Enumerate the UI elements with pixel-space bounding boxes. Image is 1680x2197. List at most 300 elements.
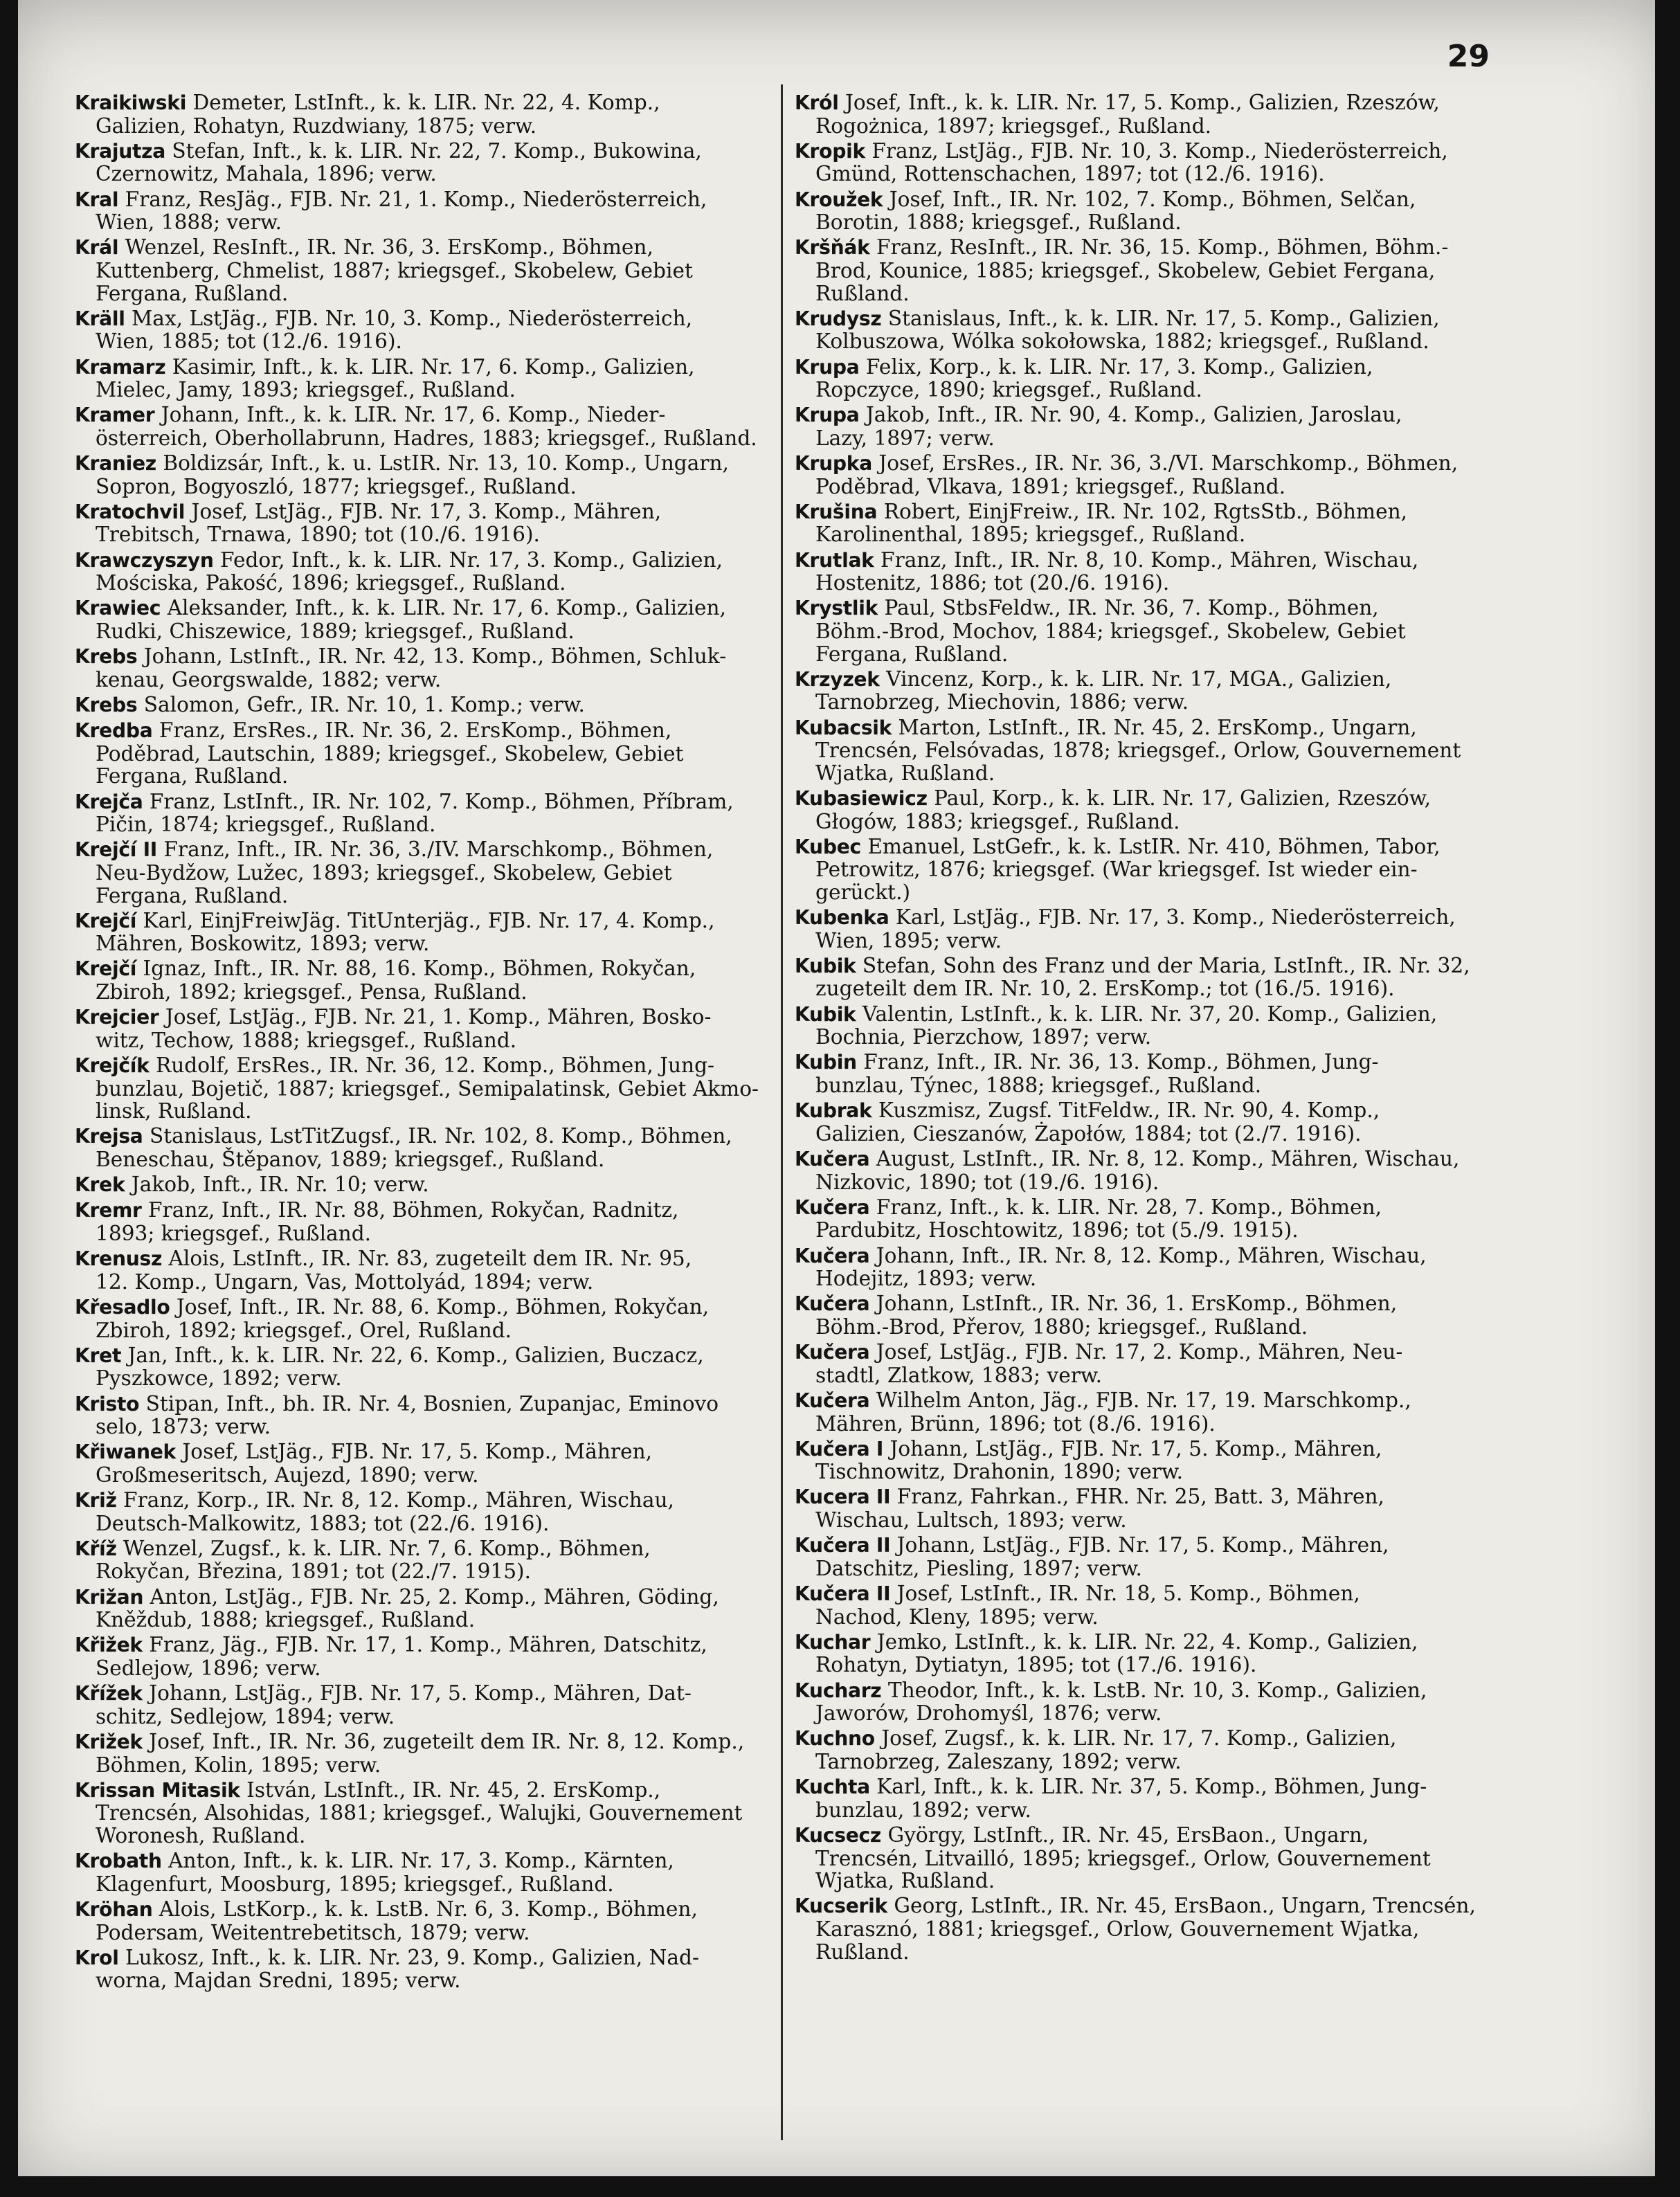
entry-continuation-line: Galizien, Rohatyn, Ruzdwiany, 1875; verw. [96, 114, 537, 138]
entry-surname: Krušina [795, 500, 878, 523]
entry-first-line [75, 140, 770, 163]
entry-continuation-line: Mähren, Brünn, 1896; tot (8./6. 1916). [815, 1411, 1216, 1436]
entry-continuation-line: österreich, Oberhollabrunn, Hadres, 1883; kriegsgef., Rußland. [96, 426, 757, 450]
entry-surname: Kramarz [75, 355, 166, 379]
entry-continuation-line: Trencsén, Litvailló, 1895; kriegsgef., Orlow, Gouvernement [815, 1846, 1431, 1870]
entry-continuation-line: Karolinenthal, 1895; kriegsgef., Rußland. [815, 523, 1246, 547]
list-entry [75, 645, 770, 691]
entry-first-line [795, 955, 1490, 978]
entry-first-line [795, 1775, 1490, 1799]
list-entry [75, 1173, 770, 1197]
entry-first-line [795, 1389, 1490, 1413]
list-entry [795, 1534, 1490, 1580]
entry-details: Stipan, Inft., bh. IR. Nr. 4, Bosnien, Zupanjac, Eminovo [139, 1391, 719, 1416]
entry-details: Anton, LstJäg., FJB. Nr. 25, 2. Komp., Mähren, Göding, [143, 1584, 719, 1609]
entry-surname: Kubik [795, 954, 856, 977]
entry-details: Karl, Inft., k. k. LIR. Nr. 37, 5. Komp., Böhmen, Jung- [869, 1775, 1427, 1799]
entry-first-line [795, 1438, 1490, 1461]
entry-first-line [795, 307, 1490, 331]
entry-details: Johann, LstInft., IR. Nr. 36, 1. ErsKomp., Böhmen, [869, 1292, 1398, 1316]
entry-details: Josef, Inft., IR. Nr. 102, 7. Komp., Böhmen, Selčan, [883, 187, 1416, 211]
list-entry [75, 404, 770, 449]
entry-continuation-line: Ropczyce, 1890; kriegsgef., Rußland. [815, 378, 1202, 402]
entry-details: Karl, EinjFreiwJäg. TitUnterjäg., FJB. Nr. 17, 4. Komp., [136, 908, 715, 932]
entry-surname: Kräll [75, 307, 125, 330]
list-entry [795, 404, 1490, 449]
list-entry [75, 1779, 770, 1847]
entry-continuation-line: Tarnobrzeg, Zaleszany, 1892; verw. [815, 1749, 1182, 1773]
entry-continuation-line: Böhmen, Kolin, 1895; verw. [96, 1753, 381, 1777]
entry-continuation-line: Böhm.-Brod, Přerov, 1880; kriegsgef., Rußland. [815, 1314, 1308, 1339]
entry-first-line [795, 452, 1490, 476]
entry-continuation-line: Kuttenberg, Chmelist, 1887; kriegsgef., Skobelew, Gebiet [96, 258, 693, 282]
entry-details: Franz, Inft., IR. Nr. 36, 3./IV. Marschkomp., Böhmen, [156, 838, 714, 862]
entry-first-line [75, 1440, 770, 1464]
entry-continuation-line: Tarnobrzeg, Miechovin, 1886; verw. [815, 690, 1189, 714]
entry-first-line [795, 1196, 1490, 1220]
list-entry [75, 1440, 770, 1486]
entry-continuation-line: bunzlau, Bojetič, 1887; kriegsgef., Semipalatinsk, Gebiet Akmo- [96, 1076, 759, 1101]
list-entry [75, 1586, 770, 1631]
entry-details: Stefan, Inft., k. k. LIR. Nr. 22, 7. Komp., Bukowina, [165, 138, 702, 163]
entry-surname: Krejčí II [75, 838, 157, 862]
list-entry [75, 1054, 770, 1123]
entry-continuation-line: Wischau, Lultsch, 1893; verw. [815, 1508, 1127, 1533]
entry-continuation-line: Nizkovic, 1890; tot (19./6. 1916). [815, 1170, 1159, 1194]
entry-continuation-line: Wjatka, Rußland. [815, 761, 995, 785]
list-entry [75, 500, 770, 546]
entry-details: Josef, Zugsf., k. k. LIR. Nr. 17, 7. Komp., Galizien, [874, 1726, 1397, 1751]
entry-continuation-line: bunzlau, 1892; verw. [815, 1798, 1031, 1822]
entry-surname: Kříž [75, 1537, 117, 1560]
list-entry [795, 1438, 1490, 1483]
entry-details: Franz, Inft., IR. Nr. 8, 10. Komp., Mähren, Wischau, [874, 548, 1419, 572]
list-entry [75, 1537, 770, 1583]
entry-continuation-line: Kněždub, 1888; kriegsgef., Rußland. [96, 1608, 476, 1632]
entry-details: Jemko, LstInft., k. k. LIR. Nr. 22, 4. Komp., Galizien, [870, 1629, 1418, 1654]
entry-details: Alois, LstKorp., k. k. LstB. Nr. 6, 3. Komp., Böhmen, [152, 1897, 698, 1921]
list-entry [795, 835, 1490, 904]
entry-continuation-line: Trebitsch, Trnawa, 1890; tot (10./6. 1916). [96, 523, 540, 547]
entry-details: Stanislaus, LstTitZugsf., IR. Nr. 102, 8. Komp., Böhmen, [143, 1124, 732, 1148]
entry-details: Stanislaus, Inft., k. k. LIR. Nr. 17, 5. Komp., Galizien, [881, 306, 1440, 330]
entry-continuation-line: Kolbuszowa, Wólka sokołowska, 1882; kriegsgef., Rußland. [815, 329, 1429, 354]
entry-details: István, LstInft., IR. Nr. 45, 2. ErsKomp., [240, 1778, 661, 1802]
entry-first-line [75, 1537, 770, 1561]
list-entry [75, 356, 770, 401]
list-entry [75, 236, 770, 305]
entry-surname: Krzyzek [795, 667, 880, 691]
entry-details: Georg, LstInft., IR. Nr. 45, ErsBaon., Ungarn, Trencsén, [887, 1894, 1476, 1918]
list-entry [75, 452, 770, 498]
entry-first-line [795, 716, 1490, 740]
entry-surname: Kučera [795, 1292, 870, 1316]
entry-first-line [795, 1148, 1490, 1171]
entry-continuation-line: Rokyčan, Březina, 1891; tot (22./7. 1915). [96, 1559, 532, 1584]
list-entry [75, 1344, 770, 1390]
entry-details: Paul, StbsFeldw., IR. Nr. 36, 7. Komp., Böhmen, [878, 596, 1379, 620]
list-entry [75, 1393, 770, 1438]
entry-surname: Krudysz [795, 307, 882, 330]
entry-first-line [795, 1003, 1490, 1027]
entry-first-line [795, 1895, 1490, 1918]
entry-details: Franz, LstJäg., FJB. Nr. 10, 3. Komp., Niederösterreich, [865, 138, 1448, 163]
entry-first-line [75, 1393, 770, 1416]
entry-surname: Krejča [75, 790, 143, 813]
entry-continuation-line: Datschitz, Piesling, 1897; verw. [815, 1556, 1142, 1580]
column-divider [781, 84, 783, 2140]
entry-continuation-line: Wien, 1885; tot (12./6. 1916). [96, 329, 402, 354]
entry-first-line [795, 1727, 1490, 1751]
entry-details: Wenzel, ResInft., IR. Nr. 36, 3. ErsKomp., Böhmen, [118, 235, 653, 260]
entry-first-line [75, 1054, 770, 1078]
entry-surname: Kubasiewicz [795, 786, 928, 810]
entry-first-line [75, 1634, 770, 1657]
entry-surname: Kučera [795, 1389, 870, 1412]
entry-surname: Krawiec [75, 597, 161, 620]
entry-continuation-line: linsk, Rußland. [96, 1099, 252, 1123]
entry-surname: Kuchar [795, 1630, 871, 1654]
entry-continuation-line: Neu-Bydžow, Lužec, 1893; kriegsgef., Skobelew, Gebiet [96, 860, 672, 885]
entry-continuation-line: Pyszkowce, 1892; verw. [96, 1366, 342, 1391]
entry-continuation-line: Tischnowitz, Drahonin, 1890; verw. [815, 1460, 1184, 1484]
list-entry [795, 549, 1490, 595]
entry-first-line [75, 1730, 770, 1754]
entry-first-line [795, 140, 1490, 163]
entry-first-line [795, 1679, 1490, 1703]
entry-first-line [795, 549, 1490, 572]
entry-continuation-line: Rudki, Chiszewice, 1889; kriegsgef., Rußland. [96, 620, 575, 643]
entry-surname: Kredba [75, 719, 153, 743]
entry-details: Salomon, Gefr., IR. Nr. 10, 1. Komp.; verw. [137, 692, 585, 716]
list-entry [75, 790, 770, 836]
entry-continuation-line: Poděbrad, Lautschin, 1889; kriegsgef., Skobelew, Gebiet [96, 741, 684, 766]
entry-surname: Kubacsik [795, 716, 892, 739]
entry-continuation-line: Gmünd, Rottenschachen, 1897; tot (12./6. 1916). [815, 162, 1325, 186]
page-number: 29 [1447, 39, 1490, 74]
entry-surname: Kremr [75, 1199, 142, 1222]
entry-details: Jan, Inft., k. k. LIR. Nr. 22, 6. Komp., Galizien, Buczacz, [121, 1343, 704, 1367]
entry-surname: Křesadlo [75, 1295, 170, 1319]
entry-details: Josef, LstJäg., FJB. Nr. 17, 2. Komp., Mähren, Neu- [869, 1340, 1403, 1364]
entry-first-line [795, 1582, 1490, 1606]
list-entry [795, 452, 1490, 498]
entry-continuation-line: witz, Techow, 1888; kriegsgef., Rußland. [96, 1028, 517, 1052]
list-entry [795, 91, 1490, 137]
entry-surname: Kroužek [795, 188, 883, 211]
entry-surname: Kubenka [795, 906, 889, 930]
entry-surname: Křiwanek [75, 1440, 176, 1464]
entry-surname: Kral [75, 188, 119, 211]
entry-continuation-line: selo, 1873; verw. [96, 1415, 271, 1439]
list-entry [75, 1247, 770, 1293]
entry-first-line [795, 1534, 1490, 1557]
entry-details: Alois, LstInft., IR. Nr. 83, zugeteilt dem IR. Nr. 95, [162, 1247, 692, 1271]
entry-surname: Krutlak [795, 548, 874, 572]
entry-continuation-line: Zbiroh, 1892; kriegsgef., Pensa, Rußland. [96, 980, 527, 1004]
list-entry [795, 500, 1490, 546]
entry-surname: Kučera [795, 1341, 870, 1364]
entry-surname: Krek [75, 1173, 125, 1197]
entry-details: August, LstInft., IR. Nr. 8, 12. Komp., Mähren, Wischau, [869, 1147, 1460, 1170]
list-entry [75, 1682, 770, 1728]
entry-first-line [795, 668, 1490, 691]
entry-details: Rudolf, ErsRes., IR. Nr. 36, 12. Komp., Böhmen, Jung- [149, 1054, 715, 1078]
entry-details: Wenzel, Zugsf., k. k. LIR. Nr. 7, 6. Komp., Böhmen, [116, 1536, 651, 1560]
list-entry [795, 307, 1490, 353]
entry-first-line [75, 790, 770, 814]
entry-continuation-line: Rogożnica, 1897; kriegsgef., Rußland. [815, 114, 1212, 138]
entry-first-line [795, 1292, 1490, 1316]
entry-continuation-line: Brod, Kounice, 1885; kriegsgef., Skobelew, Gebiet Fergana, [815, 258, 1436, 282]
entry-details: Anton, Inft., k. k. LIR. Nr. 17, 3. Komp., Kärnten, [161, 1849, 674, 1873]
list-entry [795, 356, 1490, 401]
entry-first-line [75, 597, 770, 620]
entry-details: Wilhelm Anton, Jäg., FJB. Nr. 17, 19. Marschkomp., [869, 1388, 1411, 1412]
entry-details: Stefan, Sohn des Franz und der Maria, LstInft., IR. Nr. 32, [856, 953, 1470, 977]
list-entry [795, 1389, 1490, 1435]
entry-surname: Krebs [75, 645, 138, 669]
entry-first-line [795, 236, 1490, 260]
list-entry [795, 1099, 1490, 1145]
entry-surname: Kršňák [795, 236, 870, 260]
list-entry [795, 787, 1490, 833]
entry-first-line [795, 835, 1490, 859]
entry-first-line [75, 957, 770, 981]
entry-surname: Kuchno [795, 1727, 875, 1751]
entry-surname: Kraniez [75, 452, 156, 476]
entry-first-line [75, 236, 770, 260]
entry-details: Felix, Korp., k. k. LIR. Nr. 17, 3. Komp., Galizien, [859, 354, 1373, 379]
entry-continuation-line: Klagenfurt, Moosburg, 1895; kriegsgef., Rußland. [96, 1872, 614, 1896]
list-entry [795, 1582, 1490, 1628]
list-entry [795, 140, 1490, 186]
entry-details: Max, LstJäg., FJB. Nr. 10, 3. Komp., Niederösterreich, [125, 306, 693, 330]
list-entry [75, 1489, 770, 1535]
entry-first-line [75, 1173, 770, 1197]
entry-surname: Kucharz [795, 1679, 882, 1702]
entry-first-line [75, 188, 770, 212]
left-column [75, 91, 770, 2140]
entry-continuation-line: Bochnia, Pierzchow, 1897; verw. [815, 1025, 1152, 1049]
right-column [795, 91, 1490, 2140]
list-entry [75, 1006, 770, 1051]
entry-first-line [795, 1485, 1490, 1509]
entry-details: Johann, LstJäg., FJB. Nr. 17, 5. Komp., Mähren, [890, 1533, 1389, 1557]
list-entry [795, 1196, 1490, 1242]
list-entry [795, 1631, 1490, 1676]
entry-continuation-line: Petrowitz, 1876; kriegsgef. (War kriegsgef. Ist wieder ein- [815, 858, 1418, 882]
entry-surname: Król [795, 91, 839, 114]
entry-details: Franz, LstInft., IR. Nr. 102, 7. Komp., Böhmen, Příbram, [143, 789, 734, 813]
entry-surname: Kristo [75, 1392, 140, 1416]
entry-continuation-line: Fergana, Rußland. [96, 281, 289, 305]
entry-surname: Kramer [75, 404, 155, 427]
entry-surname: Křižek [75, 1634, 143, 1657]
entry-continuation-line: Galizien, Cieszanów, Żapołów, 1884; tot (2./7. 1916). [815, 1121, 1362, 1146]
entry-continuation-line: Fergana, Rußland. [96, 883, 289, 907]
entry-first-line [75, 452, 770, 476]
entry-continuation-line: kenau, Georgswalde, 1882; verw. [96, 667, 442, 691]
entry-continuation-line: Deutsch-Malkowitz, 1883; tot (22./6. 1916). [96, 1511, 550, 1535]
entry-surname: Križan [75, 1585, 144, 1609]
entry-first-line [795, 1631, 1490, 1654]
entry-first-line [75, 1199, 770, 1222]
entry-details: Johann, LstInft., IR. Nr. 42, 13. Komp., Böhmen, Schluk- [137, 644, 727, 669]
list-entry [795, 716, 1490, 785]
entry-first-line [75, 1779, 770, 1802]
entry-first-line [795, 1245, 1490, 1268]
entry-continuation-line: Mähren, Boskowitz, 1893; verw. [96, 932, 430, 956]
entry-continuation-line: bunzlau, Týnec, 1888; kriegsgef., Rußland. [815, 1074, 1262, 1098]
entry-continuation-line: Pardubitz, Hoschtowitz, 1896; tot (5./9. 1915). [815, 1218, 1299, 1242]
entry-surname: Krissan Mitasik [75, 1778, 240, 1802]
entry-continuation-line: Mielec, Jamy, 1893; kriegsgef., Rußland. [96, 378, 516, 402]
scan-border-right [1655, 0, 1680, 2197]
list-entry [75, 549, 770, 595]
entry-continuation-line: Fergana, Rußland. [815, 642, 1009, 666]
entry-surname: Kratochvil [75, 500, 186, 523]
entry-first-line [75, 500, 770, 524]
entry-continuation-line: stadtl, Zlatkow, 1883; verw. [815, 1363, 1103, 1387]
entry-first-line [75, 719, 770, 743]
entry-surname: Krejcier [75, 1006, 159, 1029]
entry-first-line [75, 1850, 770, 1873]
entry-continuation-line: Fergana, Rußland. [96, 764, 289, 788]
list-entry [795, 1824, 1490, 1892]
entry-continuation-line: Hostenitz, 1886; tot (20./6. 1916). [815, 571, 1170, 595]
entry-continuation-line: Borotin, 1888; kriegsgef., Rußland. [815, 210, 1182, 235]
entry-continuation-line: Trencsén, Alsohidas, 1881; kriegsgef., Walujki, Gouvernement [96, 1801, 743, 1825]
entry-first-line [75, 1898, 770, 1922]
entry-first-line [75, 91, 770, 115]
entry-surname: Krejčí [75, 957, 137, 981]
entry-continuation-line: Wjatka, Rußland. [815, 1869, 995, 1893]
entry-details: Aleksander, Inft., k. k. LIR. Nr. 17, 6. Komp., Galizien, [161, 596, 727, 620]
entry-surname: Král [75, 236, 119, 260]
entry-details: Josef, LstJäg., FJB. Nr. 17, 3. Komp., Mähren, [185, 499, 662, 523]
entry-continuation-line: Podersam, Weitentrebetitsch, 1879; verw. [96, 1920, 530, 1944]
entry-continuation-line: Zbiroh, 1892; kriegsgef., Orel, Rußland. [96, 1318, 512, 1342]
entry-continuation-line: Wien, 1895; verw. [815, 928, 1002, 952]
entry-surname: Krajutza [75, 139, 165, 163]
entry-surname: Krupa [795, 355, 860, 379]
entry-surname: Kucserik [795, 1895, 887, 1918]
list-entry [75, 1850, 770, 1895]
entry-first-line [75, 307, 770, 331]
list-entry [75, 957, 770, 1003]
entry-continuation-line: Beneschau, Štěpanov, 1889; kriegsgef., Rußland. [96, 1148, 605, 1171]
entry-first-line [75, 1296, 770, 1319]
entry-details: Josef, LstJäg., FJB. Nr. 17, 5. Komp., Mähren, [176, 1440, 653, 1464]
entry-surname: Kucera II [795, 1485, 891, 1509]
entry-first-line [75, 356, 770, 379]
list-entry [795, 236, 1490, 305]
entry-surname: Krobath [75, 1850, 162, 1873]
entry-continuation-line: Woronesh, Rußland. [96, 1823, 306, 1847]
entry-continuation-line: 1893; kriegsgef., Rußland. [96, 1221, 372, 1245]
entry-continuation-line: Wien, 1888; verw. [96, 210, 282, 235]
list-entry [795, 1679, 1490, 1725]
entry-surname: Kraikiwski [75, 91, 187, 114]
entry-details: Josef, ErsRes., IR. Nr. 36, 3./VI. Marschkomp., Böhmen, [871, 451, 1458, 476]
entry-continuation-line: 12. Komp., Ungarn, Vas, Mottolyád, 1894; verw. [96, 1269, 594, 1294]
entry-continuation-line: Großmeseritsch, Aujezd, 1890; verw. [96, 1463, 479, 1487]
list-entry [795, 906, 1490, 952]
entry-first-line [75, 1006, 770, 1029]
entry-surname: Križek [75, 1730, 143, 1753]
entry-details: Josef, Inft., IR. Nr. 36, zugeteilt dem IR. Nr. 8, 12. Komp., [142, 1729, 745, 1753]
entry-continuation-line: schitz, Sedlejow, 1894; verw. [96, 1704, 395, 1728]
entry-surname: Krawczyszyn [75, 548, 214, 572]
entry-details: Johann, LstJäg., FJB. Nr. 17, 5. Komp., Mähren, [883, 1436, 1382, 1461]
list-entry [75, 838, 770, 907]
entry-surname: Krejsa [75, 1125, 143, 1148]
entry-surname: Křížek [75, 1682, 143, 1706]
entry-first-line [795, 1051, 1490, 1074]
entry-continuation-line: Sopron, Bogyoszló, 1877; kriegsgef., Rußland. [96, 474, 577, 498]
entry-details: Ignaz, Inft., IR. Nr. 88, 16. Komp., Böhmen, Rokyčan, [136, 957, 696, 981]
entry-details: Boldizsár, Inft., k. u. LstIR. Nr. 13, 10. Komp., Ungarn, [156, 451, 729, 476]
entry-surname: Kučera II [795, 1534, 891, 1557]
list-entry [75, 91, 770, 137]
entry-details: Lukosz, Inft., k. k. LIR. Nr. 23, 9. Komp., Galizien, Nad- [118, 1945, 699, 1969]
list-entry [75, 597, 770, 642]
list-entry [795, 1051, 1490, 1096]
entry-details: Kasimir, Inft., k. k. LIR. Nr. 17, 6. Komp., Galizien, [165, 354, 695, 379]
list-entry [75, 307, 770, 353]
entry-first-line [795, 1099, 1490, 1123]
list-entry [795, 1341, 1490, 1386]
entry-surname: Krejčí [75, 909, 137, 932]
entry-details: Emanuel, LstGefr., k. k. LstIR. Nr. 410, Böhmen, Tabor, [860, 834, 1440, 858]
entry-continuation-line: Karasznó, 1881; kriegsgef., Orlow, Gouvernement Wjatka, [815, 1917, 1420, 1941]
entry-first-line [75, 1247, 770, 1271]
entry-details: Franz, Inft., IR. Nr. 88, Böhmen, Rokyčan, Radnitz, [141, 1198, 679, 1222]
entry-details: Johann, Inft., IR. Nr. 8, 12. Komp., Mähren, Wischau, [869, 1243, 1427, 1267]
entry-surname: Krupka [795, 452, 872, 476]
entry-surname: Kučera [795, 1244, 870, 1267]
list-entry [75, 1296, 770, 1341]
list-entry [795, 1292, 1490, 1338]
entry-first-line [795, 356, 1490, 379]
entry-surname: Kubin [795, 1051, 857, 1074]
entry-continuation-line: Trencsén, Felsóvadas, 1878; kriegsgef., Orlow, Gouvernement [815, 739, 1461, 763]
list-entry [75, 1898, 770, 1944]
list-entry [795, 1003, 1490, 1049]
entry-details: Jakob, Inft., IR. Nr. 10; verw. [125, 1173, 429, 1197]
entry-continuation-line: zugeteilt dem IR. Nr. 10, 2. ErsKomp.; tot (16./5. 1916). [815, 977, 1395, 1001]
entry-first-line [75, 694, 770, 717]
entry-first-line [795, 188, 1490, 212]
entry-details: Karl, LstJäg., FJB. Nr. 17, 3. Komp., Niederösterreich, [889, 905, 1456, 930]
entry-surname: Krupa [795, 404, 860, 427]
entry-surname: Krebs [75, 693, 138, 716]
list-entry [795, 1727, 1490, 1773]
entry-continuation-line: Böhm.-Brod, Mochov, 1884; kriegsgef., Skobelew, Gebiet [815, 620, 1406, 643]
entry-surname: Kučera I [795, 1437, 884, 1461]
list-entry [795, 668, 1490, 714]
list-entry [75, 1125, 770, 1170]
list-entry [75, 719, 770, 788]
entry-details: Jakob, Inft., IR. Nr. 90, 4. Komp., Galizien, Jaroslau, [859, 403, 1402, 427]
entry-first-line [75, 1344, 770, 1368]
entry-surname: Kučera II [795, 1582, 891, 1606]
list-entry [795, 188, 1490, 234]
entry-first-line [75, 1682, 770, 1706]
entry-continuation-line: Hodejitz, 1893; verw. [815, 1267, 1037, 1291]
entry-first-line [795, 787, 1490, 811]
